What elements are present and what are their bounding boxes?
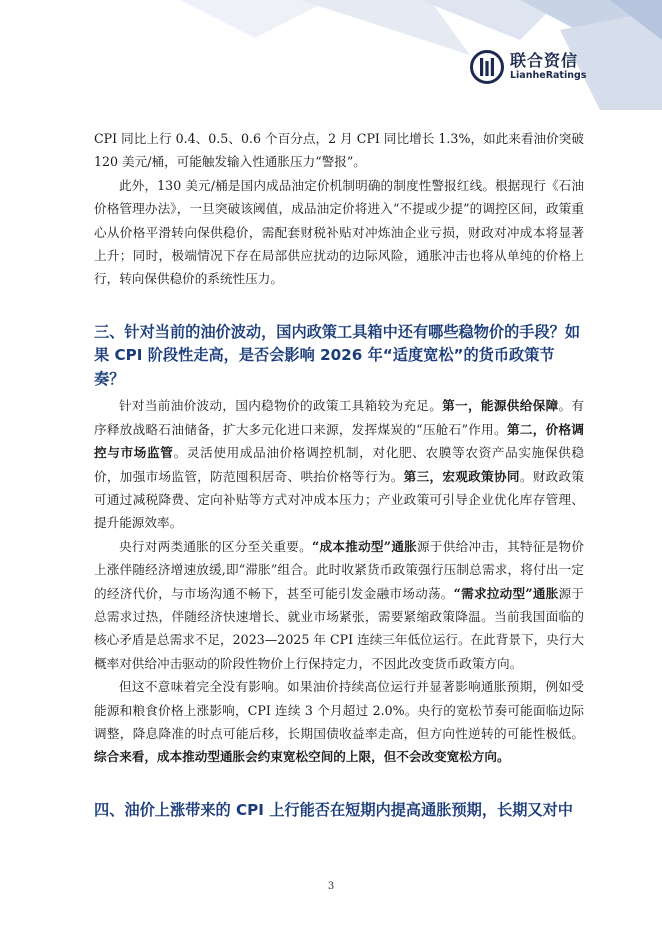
section-3-heading: 三、针对当前的油价波动，国内政策工具箱中还有哪些稳物价的手段？如果 CPI 阶段性走高，是否会影响 2026 年“适度宽松”的货币政策节奏？ xyxy=(94,322,580,388)
text-run: 央行对两类通胀的区分至关重要。 xyxy=(119,538,312,554)
section-3-paragraph-3 xyxy=(94,675,584,769)
intro-paragraph-2: 此外，130 美元/桶是国内成品油定价机制明确的制度性警报红线。根据现行《石油价格管理办法》，一旦突破该阈值，成品油定价将进入“不提或少提”的调控区间，政策重心从价格平滑转向保供稳价，需配套财税补贴对冲炼油企业亏损，财政对冲成本将显著上升；同时，极端情况下存在局部供应扰动的边际风险，通胀冲击也将从单纯的价格上行，转向保供稳价的系统性压力。 xyxy=(94,177,584,287)
text-run: 源于总需求过热，伴随经济快速增长、就业市场紧张，需要紧缩政策降温。当前我国面临的核心矛盾是总需求不足，2023—2025 年 CPI 连续三年低位运行。在此背景下，央行大概率对供给冲击驱动的阶段性物价上行保持定力，不因此改变货币政策方向。 xyxy=(94,585,585,671)
page-number: 3 xyxy=(327,881,335,892)
intro-paragraph-1: CPI 同比上行 0.4、0.5、0.6 个百分点，2 月 CPI 同比增长 1.3%，如此来看油价突破 120 美元/桶，可能触发输入性通胀压力“警报”。 xyxy=(94,131,584,170)
emphasis-demand-pull: “需求拉动型”通胀 xyxy=(453,585,559,601)
emphasis-energy-supply: 第一，能源供给保障 xyxy=(442,398,559,414)
text-run: 但这不意味着完全没有影响。如果油价持续高位运行并显著影响通胀预期，例如受能源和粮食价格上涨影响，CPI 连续 3 个月超过 2.0%。央行的宽松节奏可能面临边际调整，降息降准的时点可能后移，长期国债收益率走高，但方向性逆转的可能性极低。 xyxy=(94,679,584,742)
section-4-heading: 四、油价上涨带来的 CPI 上行能否在短期内提高通胀预期，长期又对中 xyxy=(94,800,573,819)
section-3-paragraph-1 xyxy=(94,394,584,534)
text-run: 。灵活使用成品油价格调控机制，对化肥、农膜等农资产品实施保供稳价，加强市场监管，防范囤积居奇、哄抬价格等行为。 xyxy=(94,445,585,484)
brand-logo xyxy=(470,50,586,84)
section-3-paragraph-2 xyxy=(94,535,584,675)
emphasis-price-regulation: 第二，价格调控与市场监管 xyxy=(94,421,584,461)
brand-name-cn: 联合资信 xyxy=(510,51,579,70)
text-run: 针对当前油价波动，国内稳物价的政策工具箱较为充足。 xyxy=(119,398,443,414)
text-run: 。有序释放战略石油储备，扩大多元化进口来源，发挥煤炭的“压舱石”作用。 xyxy=(94,398,585,437)
emphasis-cost-push: “成本推动型”通胀 xyxy=(311,538,418,554)
text-run: 。财政政策可通过减税降费、定向补贴等方式对冲成本压力；产业政策可引导企业优化库存管理、提升能源效率。 xyxy=(94,468,585,531)
emphasis-conclusion: 综合来看，成本推动型通胀会约束宽松空间的上限，但不会改变宽松方向。 xyxy=(94,749,510,765)
emphasis-macro-coordination: 第三，宏观政策协同 xyxy=(403,468,520,484)
page-body xyxy=(94,127,584,822)
text-run: 源于供给冲击，其特征是物价上涨伴随经济增速放缓,即“滞胀”组合。此时收紧货币政策强行压制总需求，将付出一定的经济代价，与市场沟通不畅下，甚至可能引发金融市场动荡。 xyxy=(94,538,585,601)
lianhe-logo-icon xyxy=(470,50,504,84)
brand-name-en: LianheRatings xyxy=(510,70,587,81)
